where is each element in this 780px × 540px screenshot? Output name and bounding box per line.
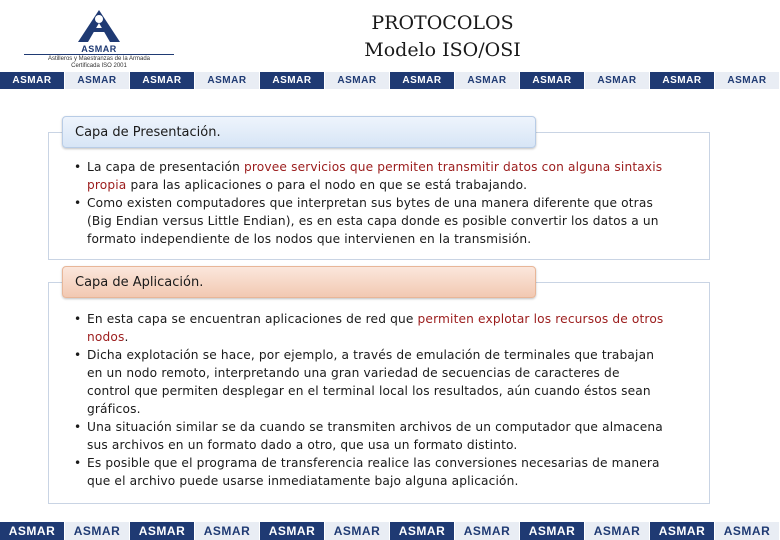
asmar-banner-tile: ASMAR <box>260 522 325 540</box>
asmar-banner-tile: ASMAR <box>650 72 715 89</box>
asmar-banner-tile: ASMAR <box>0 72 65 89</box>
bullet-text: Una situación similar se da cuando se transmiten archivos de un computador que almacena sus archivos en un formato dado a otro, que usa un formato distinto. <box>87 420 663 452</box>
asmar-banner-tile: ASMAR <box>325 522 390 540</box>
logo-subtitle: Astilleros y Maestranzas de la Armada <box>24 54 174 62</box>
bullet-icon: • <box>74 420 82 434</box>
asmar-banner-tile: ASMAR <box>195 72 260 89</box>
asmar-banner-tile: ASMAR <box>585 522 650 540</box>
asmar-banner-tile: ASMAR <box>390 72 455 89</box>
slide-title <box>300 10 585 64</box>
bullet-icon: • <box>74 196 82 210</box>
asmar-banner-tile: ASMAR <box>325 72 390 89</box>
asmar-banner-tile: ASMAR <box>520 72 585 89</box>
bullet-text: La capa de presentación <box>87 160 245 174</box>
bullet-icon: • <box>74 312 82 326</box>
list-item <box>74 310 664 346</box>
asmar-banner-tile: ASMAR <box>130 522 195 540</box>
logo-certification: Certificada ISO 2001 <box>71 63 127 69</box>
presentation-layer-heading: Capa de Presentación. <box>62 116 536 148</box>
application-layer-heading: Capa de Aplicación. <box>62 266 536 298</box>
asmar-banner-tile: ASMAR <box>260 72 325 89</box>
asmar-banner-tile: ASMAR <box>0 522 65 540</box>
title-line-1: PROTOCOLOS <box>371 12 514 34</box>
application-layer-content <box>74 310 664 490</box>
list-item <box>74 418 664 454</box>
bullet-icon: • <box>74 160 82 174</box>
asmar-banner-tile: ASMAR <box>520 522 585 540</box>
asmar-banner-tile: ASMAR <box>130 72 195 89</box>
bullet-text: Es posible que el programa de transferencia realice las conversiones necesarias de manera que el archivo puede usarse inmediatamente bajo alguna aplicación. <box>87 456 660 488</box>
bullet-text: Como existen computadores que interpretan sus bytes de una manera diferente que otras (Big Endian versus Little Endian), es en esta capa donde es posible convertir los datos a un formato independiente de los nodos que intervienen en la transmisión. <box>87 196 659 246</box>
highlighted-text: permiten explotar los recursos de otros nodos <box>87 312 664 344</box>
list-item <box>74 454 664 490</box>
asmar-banner-tile: ASMAR <box>65 72 130 89</box>
asmar-banner-tile: ASMAR <box>455 72 520 89</box>
asmar-banner-tile: ASMAR <box>195 522 260 540</box>
asmar-logo <box>24 8 174 68</box>
asmar-emblem-icon <box>76 8 122 44</box>
title-line-2: Modelo ISO/OSI <box>364 39 521 61</box>
list-item <box>74 158 664 194</box>
asmar-banner-top <box>0 72 767 89</box>
list-item <box>74 194 664 248</box>
bullet-text: Dicha explotación se hace, por ejemplo, a través de emulación de terminales que trabajan en un nodo remoto, interpretando una gran variedad de secuencias de caracteres de control que permiten desplegar en el terminal local los resultados, aún cuando éstos sean gráficos. <box>87 348 655 416</box>
asmar-banner-tile: ASMAR <box>455 522 520 540</box>
highlighted-text: provee servicios que permiten transmitir datos con alguna sintaxis propia <box>87 160 663 192</box>
bullet-text: para las aplicaciones o para el nodo en que se está trabajando. <box>126 178 528 192</box>
asmar-banner-tile: ASMAR <box>715 72 780 89</box>
asmar-banner-tile: ASMAR <box>585 72 650 89</box>
bullet-text: En esta capa se encuentran aplicaciones de red que <box>87 312 418 326</box>
bullet-icon: • <box>74 456 82 470</box>
asmar-banner-tile: ASMAR <box>715 522 780 540</box>
asmar-banner-tile: ASMAR <box>65 522 130 540</box>
asmar-banner-tile: ASMAR <box>650 522 715 540</box>
bullet-icon: • <box>74 348 82 362</box>
logo-name: ASMAR <box>81 44 117 54</box>
asmar-banner-tile: ASMAR <box>390 522 455 540</box>
bullet-text: . <box>124 330 129 344</box>
presentation-layer-content <box>74 158 664 248</box>
list-item <box>74 346 664 418</box>
asmar-banner-bottom <box>0 522 771 540</box>
